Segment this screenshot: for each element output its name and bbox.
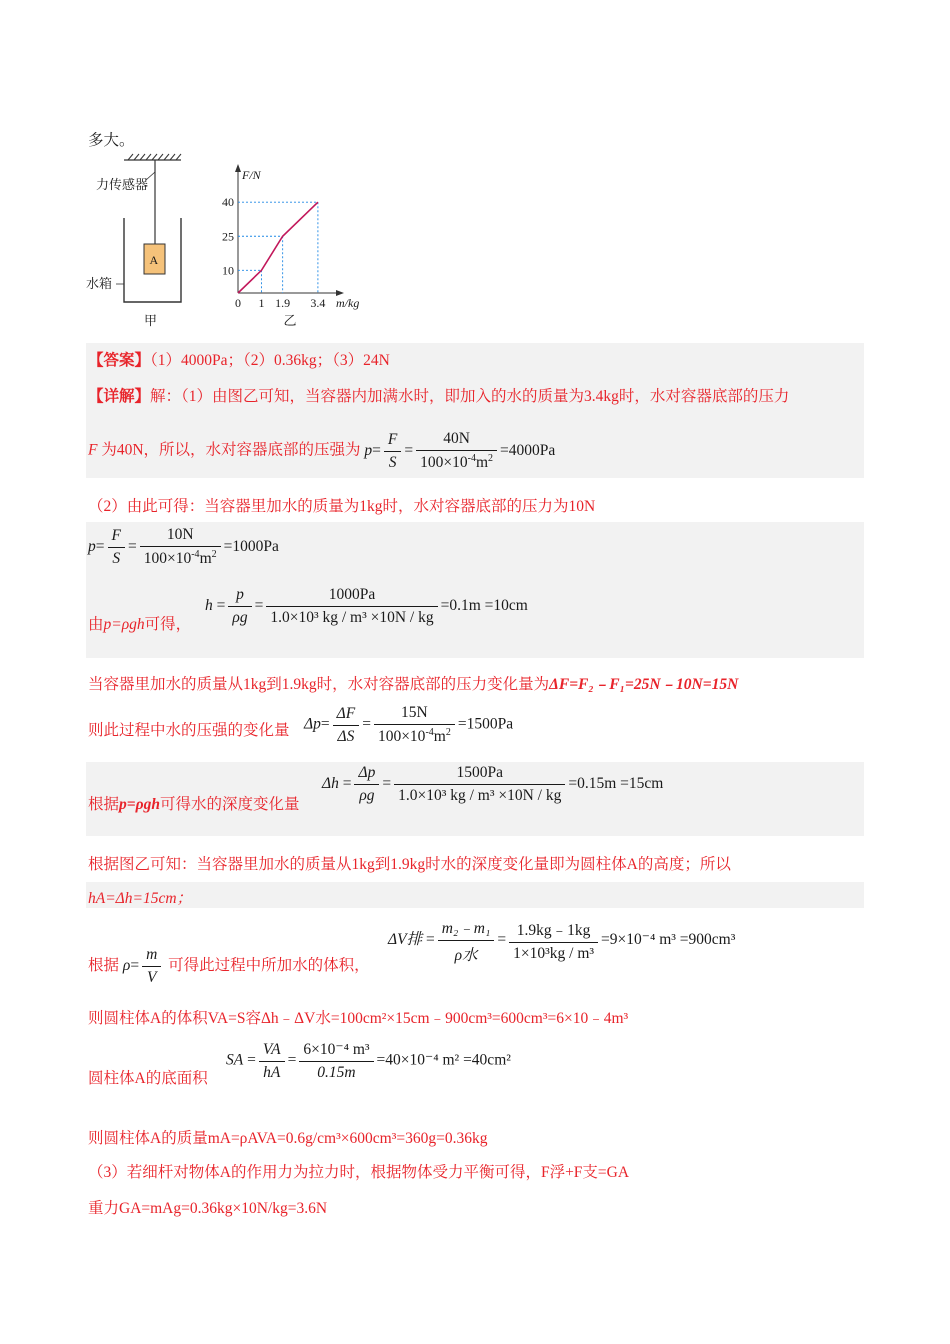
height-result: hA=Δh=15cm； [88,890,193,907]
equation-2-line [88,526,279,568]
y-tick-label: 10 [222,263,234,278]
area-text: 圆柱体A的底面积 [88,1070,208,1087]
equation-4: Δp= $\frac{\Delta F}{\Delta S}$ = $\frac{15N}{100\times 10^{-4}m^2}$ =1500Pa [304,704,514,746]
answer-tag: 【答案】 [88,352,151,369]
figure-jia [86,152,196,330]
delta-f-line: 当容器里加水的质量从1kg到1.9kg时，水对容器底部的压力变化量为ΔF=F₂﹣F₁=25N﹣10N=15N [88,676,739,693]
volume-text: 根据 ρ= $\frac{m}{V}$ 可得此过程中所加水的体积， [88,946,370,986]
x-tick-label: 0 [235,296,241,310]
x-tick-label: 1.9 [275,296,291,310]
y-axis-label: F/N [242,168,261,182]
delta-h-text: 根据p=ρgh可得水的深度变化量 [88,796,300,813]
equation-5: Δh = $\frac{\Delta p}{\rho g}$ = $\frac{1500Pa}{\text{1.0×10³ kg / m³ ×10N / kg}}$ =0.15m =15cm [322,764,664,804]
tank-label: 水箱 [86,276,113,291]
from-pgh-text: 由p=ρgh可得， [88,616,192,633]
detail-tag: 【详解】 [88,388,151,405]
equation-6: ΔV排 = $\frac{\text{m₂﹣m₁}}{\text{ρ水}}$ = $\frac{1.9kg﹣1kg}{\text{1×10³kg / m³}}$ =9×10⁻⁴ m³ =900cm³ [388,916,735,965]
equation-1: p= $\frac{F}{S}$ = $\frac{40N}{100\times 10^{-4}m^2}$ =4000Pa [364,430,556,472]
caption-jia: 甲 [144,313,158,328]
detail-line-1 [88,384,789,406]
height-text: 根据图乙可知：当容器里加水的质量从1kg到1.9kg时水的深度变化量即为圆柱体A的高度；所以 [88,856,731,873]
equation-7: SA = $\frac{VA}{hA}$ = $\frac{\text{6×10⁻⁴ m³}}{0.15m}$ =40×10⁻⁴ m² =40cm² [226,1040,511,1081]
answer-text: （1）4000Pa；（2）0.36kg；（3）24N [150,352,390,369]
continuation-text: 多大。 [88,132,135,149]
equation-3: h = $\frac{p}{\rho g}$ = $\frac{1000Pa}{\text{1.0×10³ kg / m³ ×10N / kg}}$ =0.1m =10cm [205,586,528,626]
force-symbol: F [88,441,98,459]
y-axis-arrow [235,164,241,172]
volume-a-line: 则圆柱体A的体积VA=S容Δh﹣ΔV水=100cm²×15cm﹣900cm³=600cm³=6×10﹣4m³ [88,1010,629,1027]
detail-text-1: 解：（1）由图乙可知，当容器内加满水时，即加入的水的质量为3.4kg时，水对容器底部的压力 [150,388,790,405]
gravity-line: 重力GA=mAg=0.36kg×10N/kg=3.6N [88,1200,328,1217]
x-axis-label: m/kg [336,296,360,310]
x-tick-label: 3.4 [310,296,326,310]
detail-line-2 [88,430,555,472]
sensor-label: 力传感器 [96,177,149,192]
part3-line: （3）若细杆对物体A的作用力为拉力时，根据物体受力平衡可得，F浮+F支=GA [88,1164,630,1181]
equation-2: p= $\frac{F}{S}$ = $\frac{10N}{100\times 10^{-4}m^2}$ =1000Pa [88,526,279,568]
mass-a-line: 则圆柱体A的质量mA=ρAVA=0.6g/cm³×600cm³=360g=0.36kg [88,1130,488,1147]
x-tick-label: 1 [258,296,265,310]
series-line [238,202,318,293]
part2-line: （2）由此可得：当容器里加水的质量为1kg时，水对容器底部的压力为10N [88,498,596,515]
y-tick-label: 25 [222,229,234,244]
y-tick-label: 40 [222,195,234,210]
answer-line [88,348,390,370]
block-a-label: A [149,253,159,267]
height-shade [86,882,864,908]
detail-text-2: 为40N，所以，水对容器底部的压强为 [101,441,361,459]
figure-yi-chart [216,160,376,330]
caption-yi: 乙 [283,313,297,328]
delta-p-text: 则此过程中水的压强的变化量 [88,722,290,739]
